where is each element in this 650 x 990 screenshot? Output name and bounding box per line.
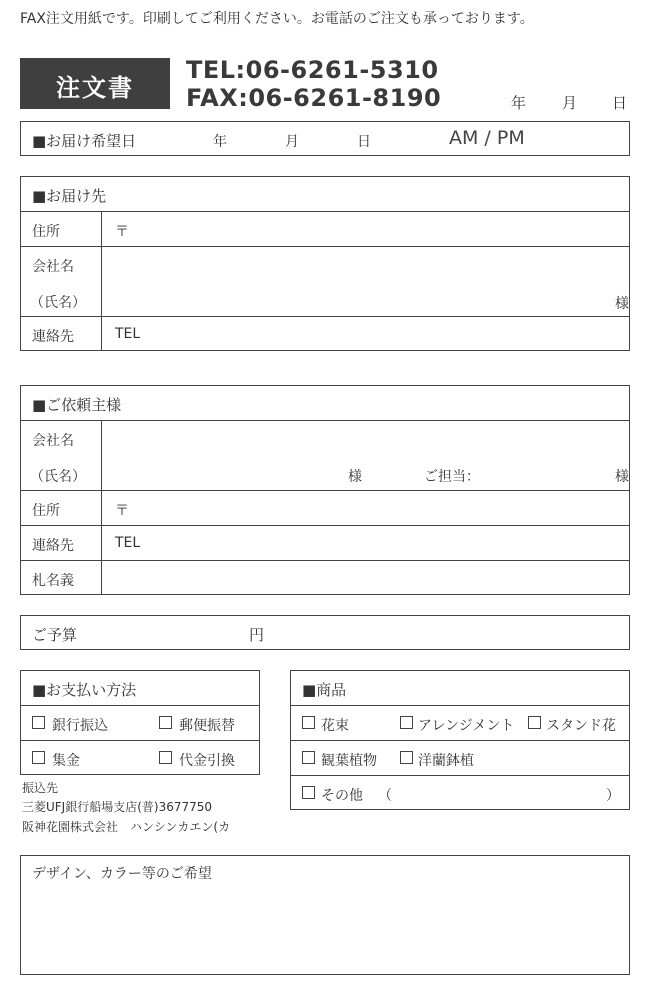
recipient-name-label: （氏名）	[30, 295, 86, 311]
transfer-bank: 三菱UFJ銀行船場支店(普)3677750	[22, 800, 213, 814]
order-date-year: 年	[511, 94, 527, 112]
sender-heading: ■ご依頼主様	[32, 396, 122, 414]
delivery-day: 日	[357, 134, 371, 150]
delivery-year: 年	[213, 134, 227, 150]
transfer-holder: 阪神花園株式会社 ハンシンカエン(カ	[22, 820, 231, 834]
payment-option-label: 集金	[52, 753, 80, 769]
product-option-label: 花束	[321, 718, 349, 734]
recipient-name-field[interactable]	[102, 247, 630, 316]
sender-card-label: 札名義	[32, 573, 74, 589]
other-close-paren: ）	[606, 788, 620, 804]
product-option-label: 洋蘭鉢植	[418, 753, 474, 769]
sender-name-field[interactable]	[102, 421, 630, 490]
delivery-month: 月	[285, 134, 299, 150]
product-option-orchid[interactable]	[400, 750, 520, 768]
payment-option-bank[interactable]	[32, 715, 142, 733]
design-request-label: デザイン、カラー等のご希望	[32, 866, 212, 882]
checkbox[interactable]	[400, 751, 413, 764]
sender-person-honorific: 様	[615, 469, 629, 485]
payment-option-label: 銀行振込	[52, 718, 108, 734]
sender-contact-label: 連絡先	[32, 538, 74, 554]
delivery-date-label: ■お届け希望日	[32, 132, 137, 150]
sender-address-label: 住所	[32, 503, 60, 519]
sender-honorific: 様	[348, 469, 362, 485]
payment-option-cod[interactable]	[159, 750, 259, 768]
product-option-label: その他	[321, 788, 363, 804]
recipient-address-label: 住所	[32, 224, 60, 240]
recipient-section	[20, 176, 630, 351]
sender-person-label: ご担当：	[424, 469, 480, 485]
sender-card-field[interactable]	[102, 561, 630, 595]
recipient-company-label: 会社名	[32, 259, 74, 275]
product-option-bouquet[interactable]	[302, 715, 387, 733]
sender-postal-mark: 〒	[115, 503, 129, 519]
product-option-arrangement[interactable]	[400, 715, 520, 733]
order-date-day: 日	[612, 94, 628, 112]
tel-number: TEL:06-6261-5310	[186, 56, 439, 84]
payment-option-collection[interactable]	[32, 750, 142, 768]
payment-section	[20, 670, 260, 775]
checkbox[interactable]	[32, 716, 45, 729]
design-request-field[interactable]	[20, 855, 630, 975]
budget-field[interactable]	[20, 615, 630, 650]
transfer-heading: 振込先	[22, 781, 59, 795]
checkbox[interactable]	[159, 751, 172, 764]
page-title: 注文書	[56, 74, 134, 102]
checkbox[interactable]	[302, 751, 315, 764]
payment-heading: ■お支払い方法	[32, 681, 137, 699]
product-option-label: アレンジメント	[418, 718, 515, 734]
recipient-address-field[interactable]	[102, 212, 630, 246]
product-option-foliage[interactable]	[302, 750, 387, 768]
postal-mark: 〒	[115, 224, 129, 240]
product-option-label: 観葉植物	[321, 753, 377, 769]
recipient-honorific: 様	[615, 296, 629, 312]
recipient-contact-label: 連絡先	[32, 329, 74, 345]
product-option-stand[interactable]	[528, 715, 628, 733]
recipient-heading: ■お届け先	[32, 187, 107, 205]
sender-tel-field[interactable]	[102, 526, 630, 560]
checkbox[interactable]	[400, 716, 413, 729]
budget-label: ご予算	[32, 626, 78, 644]
other-open-paren: （	[378, 788, 392, 804]
sender-section	[20, 385, 630, 595]
recipient-tel-label: TEL	[115, 326, 141, 342]
checkbox[interactable]	[32, 751, 45, 764]
intro-text: FAX注文用紙です。印刷してご利用ください。お電話のご注文も承っております。	[20, 11, 534, 27]
delivery-date-box[interactable]	[20, 121, 630, 156]
checkbox[interactable]	[159, 716, 172, 729]
product-heading: ■商品	[302, 681, 347, 699]
checkbox[interactable]	[528, 716, 541, 729]
payment-option-label: 郵便振替	[179, 718, 235, 734]
payment-option-label: 代金引換	[179, 753, 235, 769]
checkbox[interactable]	[302, 786, 315, 799]
title-badge	[20, 58, 170, 109]
product-option-other[interactable]	[302, 785, 622, 803]
payment-option-postal[interactable]	[159, 715, 259, 733]
sender-tel-label: TEL	[115, 535, 141, 551]
product-section	[290, 670, 630, 810]
sender-company-label: 会社名	[32, 433, 74, 449]
recipient-tel-field[interactable]	[102, 317, 630, 351]
delivery-ampm: AM / PM	[449, 127, 525, 149]
budget-unit: 円	[249, 626, 265, 644]
sender-address-field[interactable]	[102, 491, 630, 525]
order-date-month: 月	[562, 94, 578, 112]
product-option-label: スタンド花	[546, 718, 616, 734]
sender-name-label: （氏名）	[30, 469, 86, 485]
fax-number: FAX:06-6261-8190	[186, 84, 442, 112]
checkbox[interactable]	[302, 716, 315, 729]
